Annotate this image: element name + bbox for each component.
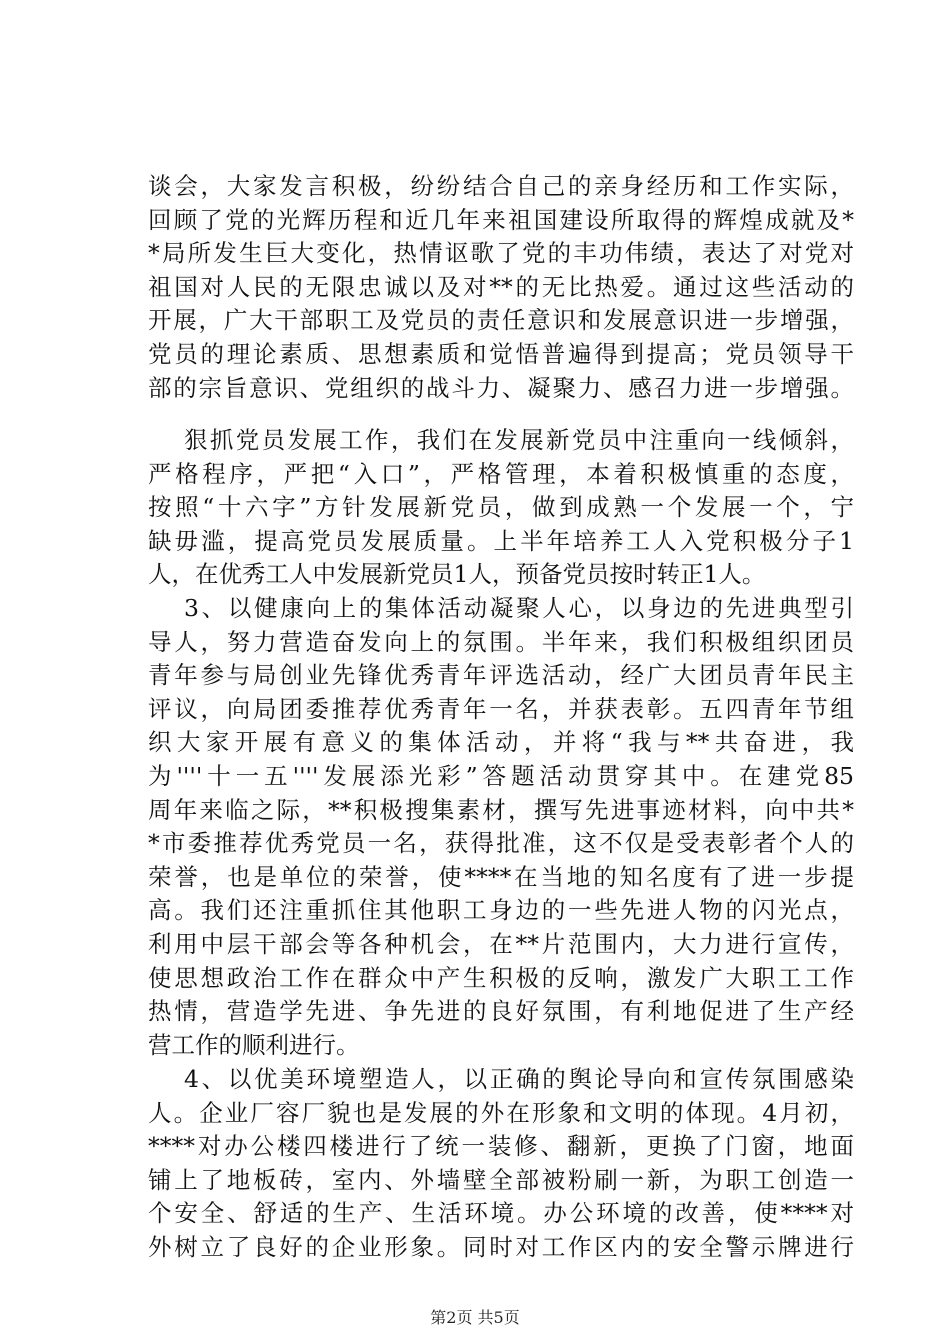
text-line: 4、以优美环境塑造人，以正确的舆论导向和宣传氛围感染 <box>184 1065 854 1093</box>
paragraph-3 <box>148 592 854 1062</box>
text-line: 导人，努力营造奋发向上的氛围。半年来，我们积极组织团员 <box>148 627 854 656</box>
text-line: 铺上了地板砖，室内、外墙壁全部被粉刷一新，为职工创造一 <box>148 1165 854 1194</box>
text-line: 严格程序，严把“入口”，严格管理，本着积极慎重的态度， <box>148 459 854 488</box>
text-line: 利用中层干部会等各种机会，在**片范围内，大力进行宣传， <box>148 929 854 958</box>
text-line: 营工作的顺利进行。 <box>148 1030 360 1059</box>
paragraph-2 <box>148 424 854 592</box>
text-line: 党员的理论素质、思想素质和觉悟普遍得到提高；党员领导干 <box>148 339 854 368</box>
text-line: 3、以健康向上的集体活动凝聚人心，以身边的先进典型引 <box>184 594 854 622</box>
text-line: 青年参与局创业先锋优秀青年评选活动，经广大团员青年民主 <box>148 661 854 690</box>
text-line: 人。企业厂容厂貌也是发展的外在形象和文明的体现。4月初， <box>148 1098 854 1127</box>
paragraph-1 <box>148 170 854 405</box>
page-number: 第2页 共5页 <box>430 1308 520 1327</box>
text-line: *市委推荐优秀党员一名，获得批准，这不仅是受表彰者个人的 <box>148 829 854 858</box>
text-line: 周年来临之际，**积极搜集素材，撰写先进事迹材料，向中共* <box>148 795 854 824</box>
text-line: 部的宗旨意识、党组织的战斗力、凝聚力、感召力进一步增强。 <box>148 373 854 402</box>
text-line: 回顾了党的光辉历程和近几年来祖国建设所取得的辉煌成就及* <box>148 205 854 234</box>
text-line: 缺毋滥，提高党员发展质量。上半年培养工人入党积极分子1 <box>148 526 854 555</box>
text-line: 谈会，大家发言积极，纷纷结合自己的亲身经历和工作实际， <box>148 172 854 200</box>
text-line: ****对办公楼四楼进行了统一装修、翻新，更换了门窗，地面 <box>148 1132 854 1161</box>
text-line: 人，在优秀工人中发展新党员1人，预备党员按时转正1人。 <box>148 560 766 589</box>
text-line: 按照“十六字”方针发展新党员，做到成熟一个发展一个，宁 <box>148 493 854 522</box>
text-line: 评议，向局团委推荐优秀青年一名，并获表彰。五四青年节组 <box>148 694 854 723</box>
text-line: 开展，广大干部职工及党员的责任意识和发展意识进一步增强， <box>148 306 854 335</box>
text-line: 狠抓党员发展工作，我们在发展新党员中注重向一线倾斜， <box>184 426 854 454</box>
text-line: 使思想政治工作在群众中产生积极的反响，激发广大职工工作 <box>148 963 854 992</box>
text-line: 外树立了良好的企业形象。同时对工作区内的安全警示牌进行 <box>148 1232 854 1261</box>
text-line: *局所发生巨大变化，热情讴歌了党的丰功伟绩，表达了对党对 <box>148 239 854 268</box>
text-line: 祖国对人民的无限忠诚以及对**的无比热爱。通过这些活动的 <box>148 272 854 301</box>
text-line: 织大家开展有意义的集体活动，并将“我与**共奋进，我 <box>148 728 854 757</box>
text-line: 热情，营造学先进、争先进的良好氛围，有利地促进了生产经 <box>148 997 854 1026</box>
text-line: 为''''十一五''''发展添光彩”答题活动贯穿其中。在建党85 <box>148 761 854 790</box>
text-line: 荣誉，也是单位的荣誉，使****在当地的知名度有了进一步提 <box>148 862 854 891</box>
text-line: 高。我们还注重抓住其他职工身边的一些先进人物的闪光点， <box>148 896 854 925</box>
paragraph-4 <box>148 1063 854 1265</box>
text-line: 个安全、舒适的生产、生活环境。办公环境的改善，使****对 <box>148 1199 854 1228</box>
